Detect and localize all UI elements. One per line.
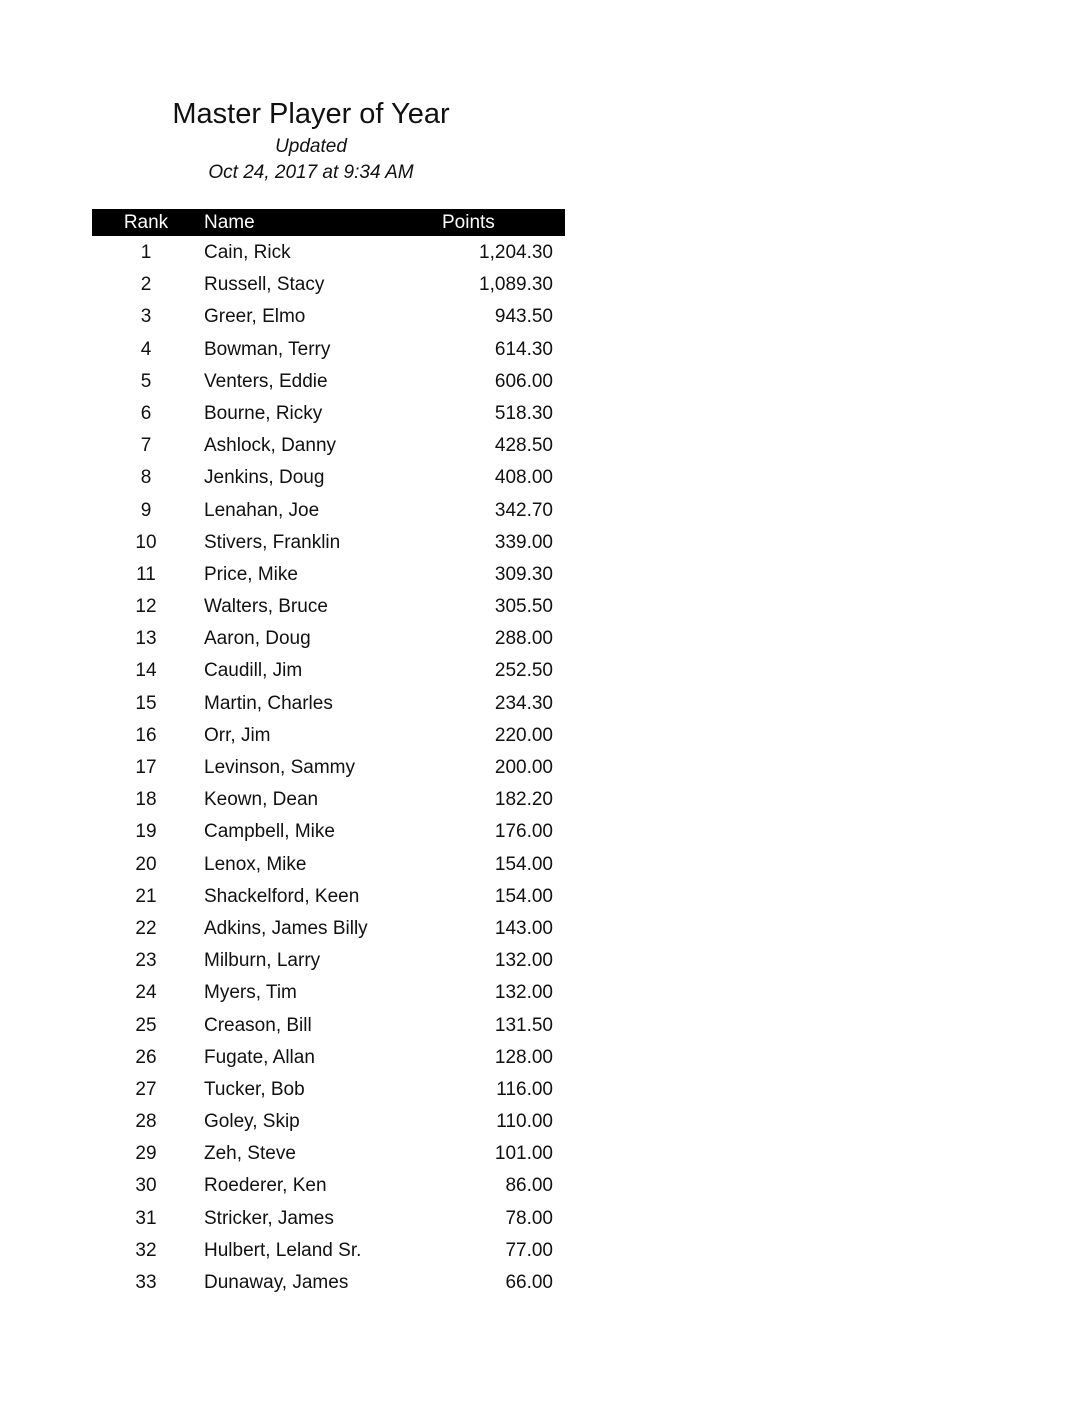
rank-cell: 14	[135, 660, 157, 682]
name-cell: Stivers, Franklin	[204, 531, 341, 553]
table-row	[92, 1009, 565, 1041]
updated-timestamp: Oct 24, 2017 at 9:34 AM	[208, 162, 414, 183]
table-row	[92, 1234, 565, 1266]
name-cell: Milburn, Larry	[204, 950, 321, 972]
table-row	[92, 429, 565, 461]
points-cell: 78.00	[505, 1207, 553, 1229]
rank-cell: 25	[135, 1014, 157, 1036]
points-cell: 101.00	[494, 1143, 553, 1165]
rank-cell: 8	[140, 467, 152, 489]
name-cell: Campbell, Mike	[204, 821, 335, 843]
table-body	[92, 236, 565, 1298]
points-cell: 182.20	[494, 789, 553, 811]
rank-cell: 5	[140, 370, 152, 392]
name-cell: Orr, Jim	[204, 724, 271, 746]
points-cell: 428.50	[494, 435, 553, 457]
points-cell: 220.00	[494, 724, 553, 746]
table-row	[92, 236, 565, 268]
table-row	[92, 783, 565, 815]
points-cell: 518.30	[494, 402, 553, 424]
table-row	[92, 365, 565, 397]
rank-cell: 31	[135, 1207, 157, 1229]
table-row	[92, 719, 565, 751]
points-cell: 309.30	[494, 563, 553, 585]
rank-cell: 9	[140, 499, 152, 521]
name-cell: Ashlock, Danny	[204, 435, 337, 457]
points-cell: 339.00	[494, 531, 553, 553]
rank-cell: 28	[135, 1111, 157, 1133]
table-row	[92, 1202, 565, 1234]
name-cell: Caudill, Jim	[204, 660, 303, 682]
points-cell: 252.50	[494, 660, 553, 682]
rank-cell: 21	[135, 885, 157, 907]
name-cell: Fugate, Allan	[204, 1046, 315, 1068]
rank-cell: 26	[135, 1046, 157, 1068]
name-cell: Roederer, Ken	[204, 1175, 327, 1197]
name-cell: Martin, Charles	[204, 692, 333, 714]
points-cell: 66.00	[505, 1272, 553, 1293]
rank-cell: 24	[135, 982, 157, 1004]
rank-cell: 22	[135, 917, 157, 939]
name-cell: Russell, Stacy	[204, 274, 325, 296]
points-cell: 86.00	[505, 1175, 553, 1197]
points-cell: 408.00	[494, 467, 553, 489]
points-cell: 606.00	[494, 370, 553, 392]
name-cell: Shackelford, Keen	[204, 885, 360, 907]
name-cell: Dunaway, James	[204, 1272, 349, 1293]
points-cell: 132.00	[494, 982, 553, 1004]
updated-label: Updated	[275, 136, 347, 157]
rank-cell: 10	[135, 531, 157, 553]
table-row	[92, 1041, 565, 1073]
name-cell: Venters, Eddie	[204, 370, 328, 392]
standings-table	[92, 209, 565, 1298]
name-cell: Price, Mike	[204, 563, 298, 585]
rank-cell: 27	[135, 1078, 157, 1100]
table-row	[92, 1137, 565, 1169]
points-cell: 288.00	[494, 628, 553, 650]
name-cell: Zeh, Steve	[204, 1143, 296, 1165]
name-cell: Greer, Elmo	[204, 306, 306, 328]
name-cell: Walters, Bruce	[204, 596, 328, 618]
table-row	[92, 590, 565, 622]
name-cell: Lenahan, Joe	[204, 499, 320, 521]
rank-cell: 15	[135, 692, 157, 714]
name-cell: Bowman, Terry	[204, 338, 331, 360]
column-header-points: Points	[442, 212, 495, 233]
name-cell: Goley, Skip	[204, 1111, 300, 1133]
rank-cell: 13	[135, 628, 157, 650]
table-row	[92, 526, 565, 558]
name-cell: Cain, Rick	[204, 242, 291, 263]
table-row	[92, 494, 565, 526]
table-row	[92, 333, 565, 365]
table-row	[92, 848, 565, 880]
table-row	[92, 461, 565, 493]
rank-cell: 33	[135, 1272, 157, 1293]
points-cell: 342.70	[494, 499, 553, 521]
table-row	[92, 687, 565, 719]
document-header	[92, 94, 564, 186]
table-row	[92, 751, 565, 783]
table-row	[92, 268, 565, 300]
name-cell: Stricker, James	[204, 1207, 334, 1229]
column-header-name: Name	[204, 212, 255, 233]
table-row	[92, 654, 565, 686]
name-cell: Tucker, Bob	[204, 1078, 305, 1100]
rank-cell: 16	[135, 724, 157, 746]
page-title: Master Player of Year	[172, 98, 450, 130]
points-cell: 176.00	[494, 821, 553, 843]
name-cell: Hulbert, Leland Sr.	[204, 1239, 362, 1261]
name-cell: Adkins, James Billy	[204, 917, 368, 939]
rank-cell: 19	[135, 821, 157, 843]
table-row	[92, 815, 565, 847]
rank-cell: 32	[135, 1239, 157, 1261]
table-row	[92, 880, 565, 912]
points-cell: 131.50	[494, 1014, 553, 1036]
table-row	[92, 912, 565, 944]
rank-cell: 6	[140, 402, 152, 424]
points-cell: 77.00	[505, 1239, 553, 1261]
points-cell: 234.30	[494, 692, 553, 714]
column-header-rank: Rank	[123, 212, 169, 233]
points-cell: 943.50	[494, 306, 553, 328]
name-cell: Jenkins, Doug	[204, 467, 325, 489]
table-row	[92, 622, 565, 654]
table-row	[92, 397, 565, 429]
rank-cell: 2	[140, 274, 152, 296]
rank-cell: 7	[140, 435, 152, 457]
points-cell: 305.50	[494, 596, 553, 618]
points-cell: 614.30	[494, 338, 553, 360]
table-row	[92, 300, 565, 332]
rank-cell: 1	[140, 242, 152, 263]
points-cell: 154.00	[494, 853, 553, 875]
points-cell: 128.00	[494, 1046, 553, 1068]
points-cell: 110.00	[496, 1111, 553, 1133]
name-cell: Creason, Bill	[204, 1014, 312, 1036]
rank-cell: 20	[135, 853, 157, 875]
table-row	[92, 558, 565, 590]
rank-cell: 12	[135, 596, 157, 618]
rank-cell: 4	[140, 338, 152, 360]
rank-cell: 30	[135, 1175, 157, 1197]
rank-cell: 29	[135, 1143, 157, 1165]
name-cell: Lenox, Mike	[204, 853, 307, 875]
table-row	[92, 976, 565, 1008]
name-cell: Levinson, Sammy	[204, 757, 356, 778]
rank-cell: 23	[135, 950, 157, 972]
table-row	[92, 1169, 565, 1201]
name-cell: Aaron, Doug	[204, 628, 311, 650]
name-cell: Keown, Dean	[204, 789, 319, 811]
table-header	[92, 209, 565, 236]
points-cell: 1,204.30	[479, 242, 553, 263]
rank-cell: 17	[135, 757, 157, 778]
points-cell: 200.00	[494, 757, 553, 778]
points-cell: 1,089.30	[479, 274, 553, 296]
table-row	[92, 1073, 565, 1105]
rank-cell: 3	[140, 306, 152, 328]
rank-cell: 11	[136, 563, 156, 585]
name-cell: Myers, Tim	[204, 982, 297, 1004]
points-cell: 154.00	[494, 885, 553, 907]
table-row	[92, 944, 565, 976]
points-cell: 132.00	[494, 950, 553, 972]
name-cell: Bourne, Ricky	[204, 402, 323, 424]
points-cell: 143.00	[494, 917, 553, 939]
points-cell: 116.00	[496, 1078, 553, 1100]
rank-cell: 18	[135, 789, 157, 811]
table-row	[92, 1266, 565, 1298]
table-row	[92, 1105, 565, 1137]
